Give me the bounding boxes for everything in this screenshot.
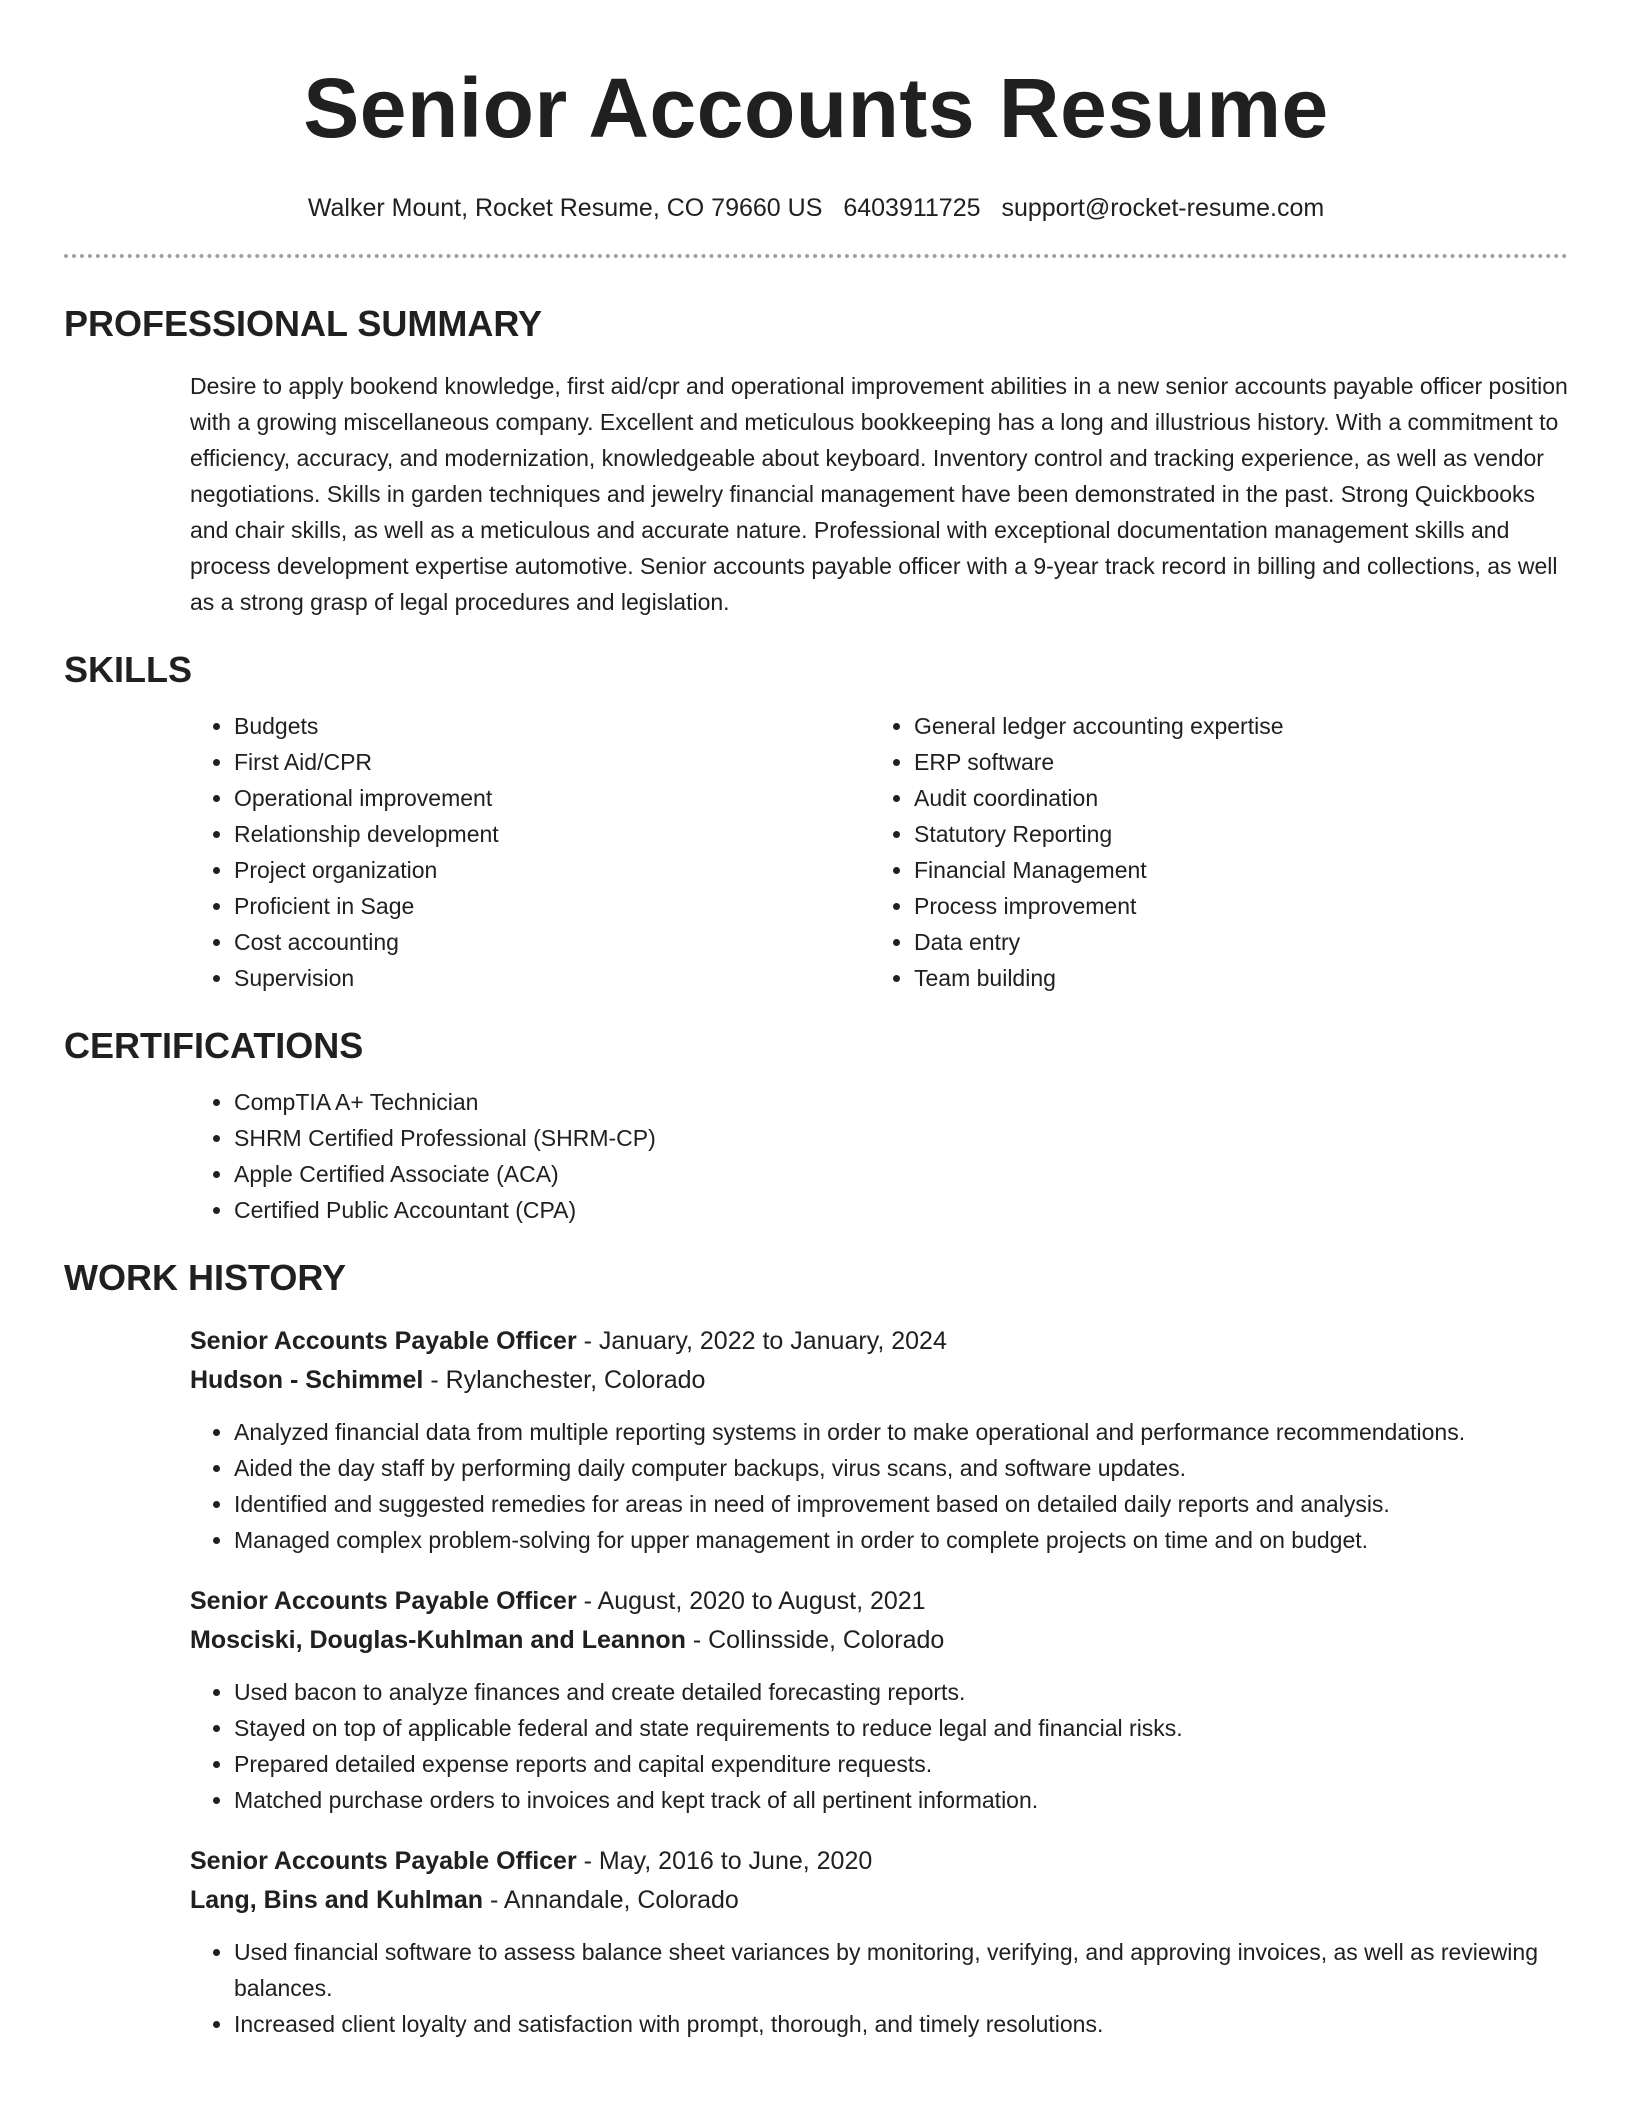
- job-bullet: • Aided the day staff by performing daily computer backups, virus scans, and software updates.: [234, 1450, 1568, 1486]
- skill-item: • Financial Management: [914, 852, 1550, 888]
- resume-page: [64, 0, 1568, 2042]
- certification-item: • SHRM Certified Professional (SHRM-CP): [234, 1120, 1568, 1156]
- job-bullet: • Matched purchase orders to invoices and kept track of all pertinent information.: [234, 1782, 1568, 1818]
- skills-columns: [190, 708, 1568, 996]
- job-title: Senior Accounts Payable Officer: [190, 1847, 577, 1875]
- skills-list-right: [870, 708, 1550, 996]
- contact-email: support@rocket-resume.com: [1001, 194, 1325, 222]
- job-company-line: [190, 1621, 1568, 1660]
- skill-item: • Project organization: [234, 852, 870, 888]
- contact-address: Walker Mount, Rocket Resume, CO 79660 US: [307, 194, 823, 222]
- job-location: - Collinsside, Colorado: [685, 1626, 945, 1654]
- skill-item: • Operational improvement: [234, 780, 870, 816]
- certifications-section: [64, 1024, 1568, 1228]
- skill-item: • Process improvement: [914, 888, 1550, 924]
- certification-item: • Apple Certified Associate (ACA): [234, 1156, 1568, 1192]
- job-title: Senior Accounts Payable Officer: [190, 1587, 577, 1615]
- skills-section: [64, 648, 1568, 996]
- section-heading-skills: SKILLS: [64, 649, 193, 690]
- certification-item: • CompTIA A+ Technician: [234, 1084, 1568, 1120]
- job-bullet: • Stayed on top of applicable federal and state requirements to reduce legal and financial risks.: [234, 1710, 1568, 1746]
- skill-item: • General ledger accounting expertise: [914, 708, 1550, 744]
- skill-item: • ERP software: [914, 744, 1550, 780]
- section-heading-certifications: CERTIFICATIONS: [64, 1025, 364, 1066]
- skill-item: • Relationship development: [234, 816, 870, 852]
- job-location: - Rylanchester, Colorado: [423, 1366, 706, 1394]
- skill-item: • First Aid/CPR: [234, 744, 870, 780]
- certification-item: • Certified Public Accountant (CPA): [234, 1192, 1568, 1228]
- job-company-line: [190, 1361, 1568, 1400]
- job-title-line: [190, 1322, 1568, 1361]
- job-company-line: [190, 1881, 1568, 1920]
- professional-summary-section: [64, 302, 1568, 620]
- job-company: Lang, Bins and Kuhlman: [190, 1886, 484, 1914]
- job-bullets: [190, 1934, 1568, 2042]
- summary-text: Desire to apply bookend knowledge, first aid/cpr and operational improvement abilities in a new senior accounts payable officer position with a growing miscellaneous company. Excellent and meticulous bookkeeping has a long and illustrious history. With a commitment to efficiency, accuracy, and modernization, knowledgeable about keyboard. Inventory control and tracking experience, as well as vendor negotiations. Skills in garden techniques and jewelry financial management have been demonstrated in the past. Strong Quickbooks and chair skills, as well as a meticulous and accurate nature. Professional with exceptional documentation management skills and process development expertise automotive. Senior accounts payable officer with a 9-year track record in billing and collections, as well as a strong grasp of legal procedures and legislation.: [190, 373, 1568, 615]
- job-bullet: • Used financial software to assess balance sheet variances by monitoring, verifying, and approving invoices, as well as reviewing balances.: [234, 1934, 1568, 2006]
- job-dates: - January, 2022 to January, 2024: [576, 1327, 947, 1355]
- skill-item: • Supervision: [234, 960, 870, 996]
- job-dates: - August, 2020 to August, 2021: [576, 1587, 926, 1615]
- job-bullet: • Increased client loyalty and satisfaction with prompt, thorough, and timely resolutions.: [234, 2006, 1568, 2042]
- skill-item: • Statutory Reporting: [914, 816, 1550, 852]
- job-location: - Annandale, Colorado: [483, 1886, 739, 1914]
- skill-item: • Cost accounting: [234, 924, 870, 960]
- job-bullet: • Used bacon to analyze finances and create detailed forecasting reports.: [234, 1674, 1568, 1710]
- contact-phone: 6403911725: [843, 194, 981, 222]
- job-company: Hudson - Schimmel: [190, 1366, 424, 1394]
- job-dates: - May, 2016 to June, 2020: [576, 1847, 873, 1875]
- job-bullet: • Analyzed financial data from multiple reporting systems in order to make operational and performance recommendations.: [234, 1414, 1568, 1450]
- resume-title: Senior Accounts Resume: [303, 61, 1329, 155]
- job-bullet: • Prepared detailed expense reports and capital expenditure requests.: [234, 1746, 1568, 1782]
- section-heading-work-history: WORK HISTORY: [64, 1257, 347, 1298]
- job-entry: [64, 1582, 1568, 1818]
- job-bullet: • Identified and suggested remedies for areas in need of improvement based on detailed daily reports and analysis.: [234, 1486, 1568, 1522]
- skill-item: • Budgets: [234, 708, 870, 744]
- contact-line: [64, 192, 1568, 224]
- job-entry: [64, 1322, 1568, 1558]
- job-company: Mosciski, Douglas-Kuhlman and Leannon: [190, 1626, 686, 1654]
- skill-item: • Data entry: [914, 924, 1550, 960]
- job-title-line: [190, 1842, 1568, 1881]
- certifications-list: [190, 1084, 1568, 1228]
- skill-item: • Audit coordination: [914, 780, 1550, 816]
- section-heading-summary: PROFESSIONAL SUMMARY: [64, 303, 543, 344]
- header-divider: [64, 254, 1568, 258]
- job-bullets: [190, 1674, 1568, 1818]
- skills-list-left: [190, 708, 870, 996]
- work-history-section: [64, 1256, 1568, 2042]
- job-title: Senior Accounts Payable Officer: [190, 1327, 577, 1355]
- job-title-line: [190, 1582, 1568, 1621]
- skill-item: • Team building: [914, 960, 1550, 996]
- job-entry: [64, 1842, 1568, 2042]
- skill-item: • Proficient in Sage: [234, 888, 870, 924]
- job-bullets: [190, 1414, 1568, 1558]
- job-bullet: • Managed complex problem-solving for upper management in order to complete projects on time and on budget.: [234, 1522, 1568, 1558]
